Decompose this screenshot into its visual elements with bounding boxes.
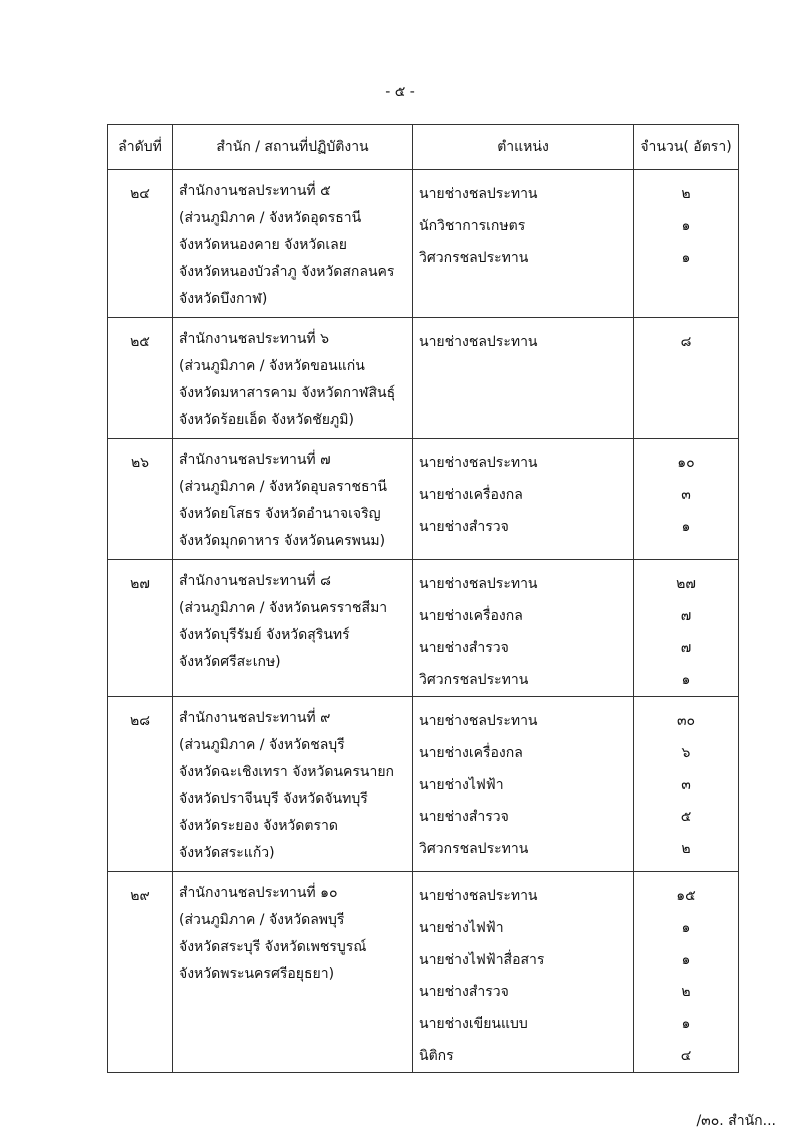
office-line: สำนักงานชลประทานที่ ๘ [179, 573, 331, 589]
position-name: วิศวกรชลประทาน [419, 841, 529, 857]
row-number: ๒๙ [108, 872, 173, 1073]
position-count: ๑ [681, 672, 691, 688]
office-cell [173, 439, 413, 560]
position-count: ๗ [680, 608, 692, 624]
office-line: จังหวัดสระแก้ว) [179, 845, 275, 861]
office-line: จังหวัดยโสธร จังหวัดอำนาจเจริญ [179, 506, 381, 522]
row-number: ๒๖ [108, 439, 173, 560]
office-line: จังหวัดมหาสารคาม จังหวัดกาฬสินธุ์ [179, 385, 396, 401]
office-line: สำนักงานชลประทานที่ ๕ [179, 183, 331, 199]
position-count: ๑๐ [677, 455, 695, 471]
office-line: จังหวัดพระนครศรีอยุธยา) [179, 966, 335, 982]
office-line: (ส่วนภูมิภาค / จังหวัดอุดรธานี [179, 210, 362, 226]
position-count: ๓ [681, 777, 691, 793]
position-count: ๒๗ [676, 576, 696, 592]
position-name: นายช่างไฟฟ้า [419, 920, 504, 936]
position-name: นายช่างชลประทาน [419, 455, 538, 471]
position-table [107, 124, 739, 1073]
position-name: นายช่างเครื่องกล [419, 487, 523, 503]
office-line: จังหวัดมุกดาหาร จังหวัดนครพนม) [179, 533, 386, 549]
count-cell [634, 872, 739, 1073]
table-header-row [108, 125, 739, 170]
position-name: นักวิชาการเกษตร [419, 218, 526, 234]
header-count: จำนวน( อัตรา) [634, 125, 739, 170]
header-position: ตำแหน่ง [413, 125, 634, 170]
position-name: นายช่างเครื่องกล [419, 608, 523, 624]
position-count: ๘ [680, 334, 692, 350]
position-count: ๔ [680, 1048, 692, 1064]
position-name: นายช่างสำรวจ [419, 640, 509, 656]
position-name: นิติกร [419, 1048, 454, 1064]
position-count: ๖ [681, 745, 691, 761]
office-line: จังหวัดร้อยเอ็ด จังหวัดชัยภูมิ) [179, 412, 354, 428]
table-row [108, 170, 739, 318]
position-count: ๑ [681, 250, 691, 266]
position-name: นายช่างชลประทาน [419, 576, 538, 592]
office-line: จังหวัดสระบุรี จังหวัดเพชรบูรณ์ [179, 939, 367, 955]
position-count: ๒ [681, 186, 691, 202]
row-number: ๒๘ [108, 697, 173, 872]
office-line: (ส่วนภูมิภาค / จังหวัดชลบุรี [179, 737, 345, 753]
position-count: ๓ [681, 487, 691, 503]
table-row [108, 872, 739, 1073]
office-cell [173, 560, 413, 697]
office-line: (ส่วนภูมิภาค / จังหวัดนครราชสีมา [179, 600, 388, 616]
office-line: (ส่วนภูมิภาค / จังหวัดขอนแก่น [179, 358, 365, 374]
position-name: นายช่างชลประทาน [419, 888, 538, 904]
header-office: สำนัก / สถานที่ปฏิบัติงาน [173, 125, 413, 170]
row-number: ๒๔ [108, 170, 173, 318]
office-line: จังหวัดหนองคาย จังหวัดเลย [179, 237, 347, 253]
row-number: ๒๗ [108, 560, 173, 697]
position-count: ๑๕ [676, 888, 696, 904]
office-line: สำนักงานชลประทานที่ ๑๐ [179, 885, 338, 901]
position-name: นายช่างชลประทาน [419, 186, 538, 202]
office-line: จังหวัดบุรีรัมย์ จังหวัดสุรินทร์ [179, 627, 350, 643]
position-count: ๒ [681, 984, 691, 1000]
position-cell [413, 170, 634, 318]
table-wrapper [107, 124, 776, 1131]
row-number: ๒๕ [108, 318, 173, 439]
table-row [108, 697, 739, 872]
position-count: ๒ [681, 841, 691, 857]
position-count: ๕ [680, 809, 692, 825]
office-cell [173, 872, 413, 1073]
count-cell [634, 170, 739, 318]
position-name: นายช่างเครื่องกล [419, 745, 523, 761]
table-row [108, 560, 739, 697]
position-count: ๑ [681, 952, 691, 968]
position-name: นายช่างไฟฟ้า [419, 777, 504, 793]
table-row [108, 318, 739, 439]
position-name: นายช่างไฟฟ้าสื่อสาร [419, 952, 545, 968]
office-cell [173, 170, 413, 318]
position-cell [413, 318, 634, 439]
office-line: จังหวัดบึงกาฬ) [179, 291, 268, 307]
count-cell [634, 560, 739, 697]
office-cell [173, 318, 413, 439]
office-line: (ส่วนภูมิภาค / จังหวัดอุบลราชธานี [179, 479, 387, 495]
continuation-note: /๓๐. สำนัก... [696, 1113, 776, 1129]
office-line: จังหวัดฉะเชิงเทรา จังหวัดนครนายก [179, 764, 395, 780]
position-name: นายช่างสำรวจ [419, 984, 509, 1000]
position-count: ๓๐ [676, 713, 696, 729]
count-cell [634, 697, 739, 872]
office-line: จังหวัดศรีสะเกษ) [179, 654, 281, 670]
position-count: ๑ [681, 218, 691, 234]
position-count: ๑ [681, 1016, 691, 1032]
header-no: ลำดับที่ [108, 125, 173, 170]
position-count: ๑ [681, 519, 691, 535]
position-count: ๑ [681, 920, 691, 936]
count-cell [634, 318, 739, 439]
table-row [108, 439, 739, 560]
office-line: จังหวัดปราจีนบุรี จังหวัดจันทบุรี [179, 791, 368, 807]
page-number: - ๕ - [385, 84, 415, 100]
position-cell [413, 560, 634, 697]
office-line: (ส่วนภูมิภาค / จังหวัดลพบุรี [179, 912, 345, 928]
position-cell [413, 439, 634, 560]
office-line: จังหวัดหนองบัวลำภู จังหวัดสกลนคร [179, 264, 395, 280]
position-cell [413, 697, 634, 872]
position-name: นายช่างชลประทาน [419, 713, 538, 729]
office-line: สำนักงานชลประทานที่ ๖ [179, 331, 329, 347]
position-name: นายช่างสำรวจ [419, 519, 509, 535]
position-name: วิศวกรชลประทาน [419, 250, 529, 266]
position-name: วิศวกรชลประทาน [419, 672, 529, 688]
office-line: สำนักงานชลประทานที่ ๗ [179, 452, 331, 468]
office-line: จังหวัดระยอง จังหวัดตราด [179, 818, 338, 834]
office-cell [173, 697, 413, 872]
position-cell [413, 872, 634, 1073]
count-cell [634, 439, 739, 560]
position-name: นายช่างเขียนแบบ [419, 1016, 528, 1032]
position-name: นายช่างชลประทาน [419, 334, 538, 350]
position-name: นายช่างสำรวจ [419, 809, 509, 825]
office-line: สำนักงานชลประทานที่ ๙ [179, 710, 331, 726]
position-count: ๗ [680, 640, 692, 656]
